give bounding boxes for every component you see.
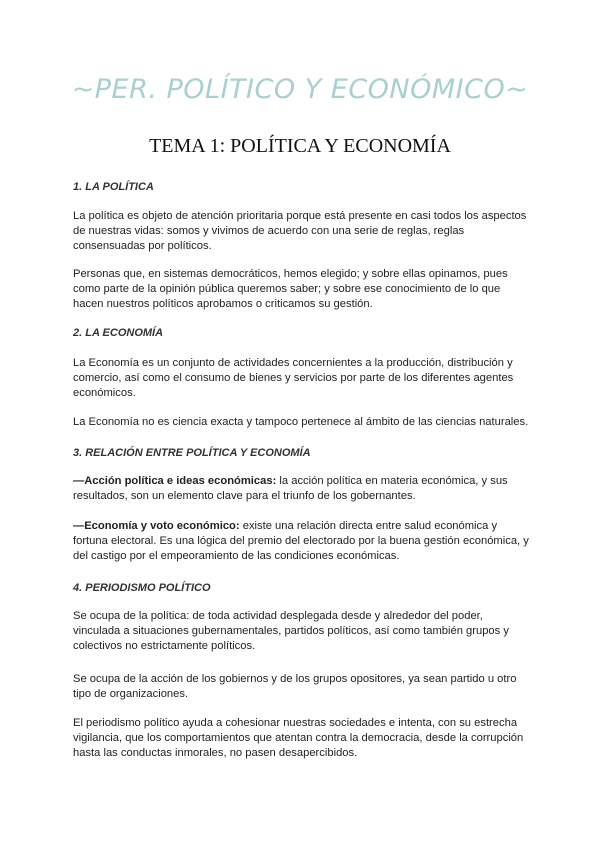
text-line: fortuna electoral. Es una lógica del premio del electorado por la buena gestión económica, y — [73, 535, 529, 547]
text-line: vigilancia, que los comportamientos que atentan contra la democracia, desde la corrupción — [73, 732, 524, 744]
text-line: resultados, son un elemento clave para el triunfo de los gobernantes. — [73, 490, 416, 502]
text-line: Personas que, en sistemas democráticos, hemos elegido; y sobre ellas opinamos, pues — [73, 268, 508, 280]
paragraph — [73, 609, 533, 654]
text-line: La Economía no es ciencia exacta y tampoco pertenece al ámbito de las ciencias naturales. — [73, 416, 529, 428]
text-line: tipo de organizaciones. — [73, 688, 189, 700]
text-line — [73, 474, 533, 489]
term-label: —Economía y voto económico: — [73, 520, 240, 532]
term-label: —Acción política e ideas económicas: — [73, 475, 277, 487]
document-header: ~PER. POLÍTICO Y ECONÓMICO~ — [71, 74, 529, 105]
term-text: existe una relación directa entre salud económica y — [239, 520, 498, 532]
text-line: hasta las conductas inmorales, no pasen desapercibidos. — [73, 747, 358, 759]
paragraph — [73, 716, 533, 761]
section-heading: 3. RELACIÓN ENTRE POLÍTICA Y ECONOMÍA — [73, 447, 311, 459]
list-item — [73, 474, 533, 504]
text-line: Se ocupa de la política: de toda actividad desplegada desde y alrededor del poder, — [73, 610, 483, 622]
text-line: hacen nuestros políticos aprobamos o criticamos su gestión. — [73, 298, 373, 310]
text-line — [73, 519, 533, 534]
paragraph — [73, 267, 533, 312]
text-line: La política es objeto de atención prioritaria porque está presente en casi todos los aspectos — [73, 210, 527, 222]
text-line: económicos. — [73, 387, 136, 399]
text-line: como parte de la opinión pública queremos saber; y sobre ese conocimiento de lo que — [73, 283, 501, 295]
text-line: La Economía es un conjunto de actividades concernientes a la producción, distribución y — [73, 357, 513, 369]
list-item — [73, 519, 533, 564]
text-line: vinculada a situaciones gubernamentales, partidos políticos, así como también grupos y — [73, 625, 509, 637]
page-title: TEMA 1: POLÍTICA Y ECONOMÍA — [149, 135, 451, 157]
text-line: del castigo por el empeoramiento de las condiciones económicas. — [73, 550, 400, 562]
text-line: consensuadas por políticos. — [73, 240, 212, 252]
paragraph — [73, 672, 533, 702]
term-text: la acción política en materia económica, y sus — [276, 475, 508, 487]
section-heading: 1. LA POLÍTICA — [73, 181, 154, 193]
paragraph — [73, 209, 533, 254]
section-heading: 2. LA ECONOMÍA — [73, 327, 164, 339]
text-line: Se ocupa de la acción de los gobiernos y de los grupos opositores, ya sean partido u otro — [73, 673, 517, 685]
text-line: El periodismo político ayuda a cohesionar nuestras sociedades e intenta, con su estrecha — [73, 717, 518, 729]
paragraph — [73, 415, 533, 430]
text-line: colectivos no estrictamente políticos. — [73, 640, 256, 652]
section-heading: 4. PERIODISMO POLÍTICO — [73, 582, 211, 594]
text-line: comercio, así como el consumo de bienes y servicios por parte de los diferentes agentes — [73, 372, 514, 384]
text-line: de nuestras vidas: somos y vivimos de acuerdo con una serie de reglas, reglas — [73, 225, 465, 237]
paragraph — [73, 356, 533, 401]
